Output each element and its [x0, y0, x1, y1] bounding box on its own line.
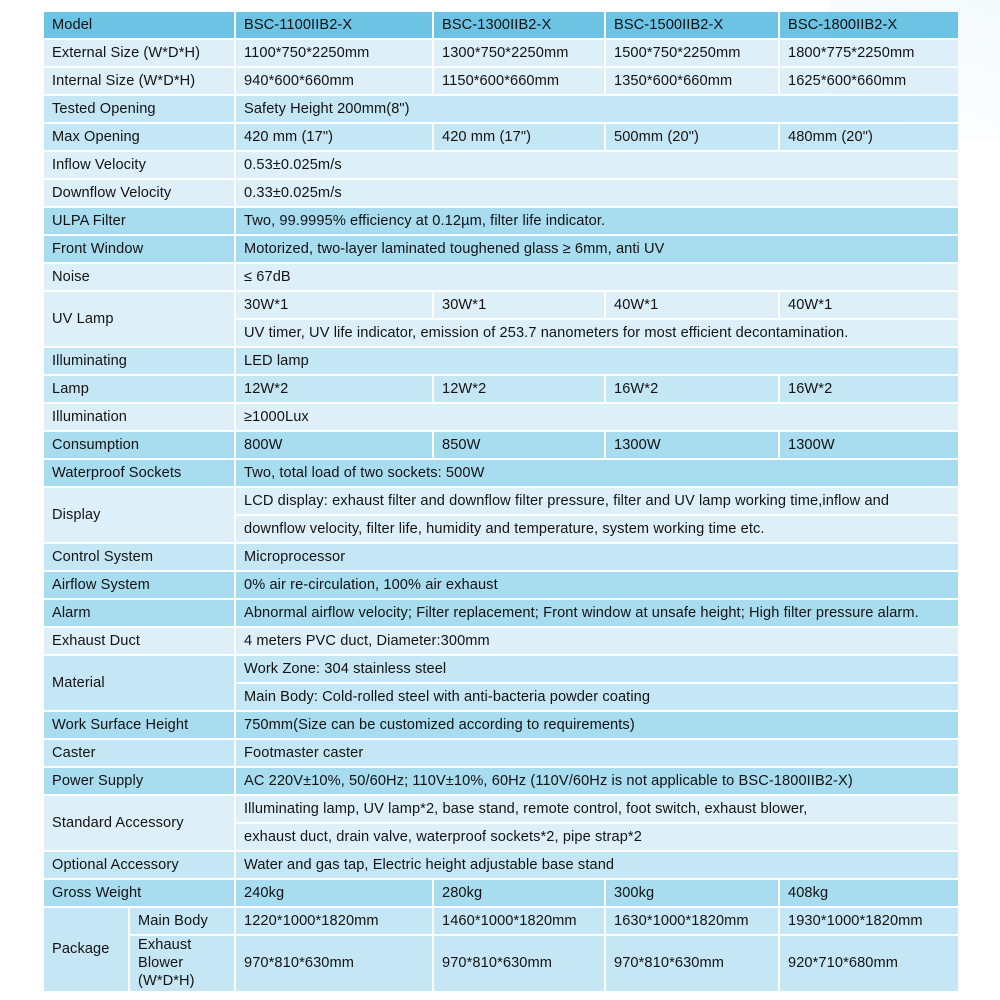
row-label-exhaust-duct: Exhaust Duct — [44, 628, 234, 654]
row-label-lamp: Lamp — [44, 376, 234, 402]
cell-uv-lamp-1100: 30W*1 — [236, 292, 432, 318]
cell-package-exhaust-blower-1800: 920*710*680mm — [780, 936, 958, 991]
cell-gross-weight-1300: 280kg — [434, 880, 604, 906]
row-label-illumination: Illumination — [44, 404, 234, 430]
cell-lamp-1100: 12W*2 — [236, 376, 432, 402]
cell-standard-accessory-line1: Illuminating lamp, UV lamp*2, base stand, remote control, foot switch, exhaust blower, — [236, 796, 958, 822]
table-row-downflow-velocity — [44, 180, 958, 206]
cell-material-line2: Main Body: Cold-rolled steel with anti-bacteria powder coating — [236, 684, 958, 710]
row-label-ulpa-filter: ULPA Filter — [44, 208, 234, 234]
table-row-front-window — [44, 236, 958, 262]
cell-external-size-1500: 1500*750*2250mm — [606, 40, 778, 66]
row-label-optional-accessory: Optional Accessory — [44, 852, 234, 878]
cell-front-window-value: Motorized, two-layer laminated toughened glass ≥ 6mm, anti UV — [236, 236, 958, 262]
row-label-inflow-velocity: Inflow Velocity — [44, 152, 234, 178]
cell-external-size-1100: 1100*750*2250mm — [236, 40, 432, 66]
row-label-package: Package — [44, 908, 128, 991]
cell-illuminating-value: LED lamp — [236, 348, 958, 374]
cell-internal-size-1300: 1150*600*660mm — [434, 68, 604, 94]
cell-noise-value: ≤ 67dB — [236, 264, 958, 290]
cell-max-opening-1800: 480mm (20") — [780, 124, 958, 150]
row-label-power-supply: Power Supply — [44, 768, 234, 794]
specification-sheet — [42, 10, 958, 993]
cell-consumption-1300: 850W — [434, 432, 604, 458]
table-row-gross-weight — [44, 880, 958, 906]
row-label-noise: Noise — [44, 264, 234, 290]
cell-lamp-1800: 16W*2 — [780, 376, 958, 402]
specification-table — [42, 10, 960, 993]
cell-external-size-1800: 1800*775*2250mm — [780, 40, 958, 66]
cell-package-main-body-1100: 1220*1000*1820mm — [236, 908, 432, 934]
row-label-max-opening: Max Opening — [44, 124, 234, 150]
table-row-caster — [44, 740, 958, 766]
row-label-waterproof-sockets: Waterproof Sockets — [44, 460, 234, 486]
row-label-material: Material — [44, 656, 234, 710]
row-label-caster: Caster — [44, 740, 234, 766]
cell-work-surface-height-value: 750mm(Size can be customized according to requirements) — [236, 712, 958, 738]
cell-ulpa-filter-value: Two, 99.9995% efficiency at 0.12µm, filter life indicator. — [236, 208, 958, 234]
cell-model-1800: BSC-1800IIB2-X — [780, 12, 958, 38]
row-label-display: Display — [44, 488, 234, 542]
row-label-work-surface-height: Work Surface Height — [44, 712, 234, 738]
table-row-package-main-body — [44, 908, 958, 934]
cell-internal-size-1100: 940*600*660mm — [236, 68, 432, 94]
cell-standard-accessory-line2: exhaust duct, drain valve, waterproof sockets*2, pipe strap*2 — [236, 824, 958, 850]
row-label-external-size: External Size (W*D*H) — [44, 40, 234, 66]
table-row-max-opening — [44, 124, 958, 150]
row-label-front-window: Front Window — [44, 236, 234, 262]
row-label-illuminating: Illuminating — [44, 348, 234, 374]
row-label-package-main-body: Main Body — [130, 908, 234, 934]
row-label-control-system: Control System — [44, 544, 234, 570]
cell-airflow-system-value: 0% air re-circulation, 100% air exhaust — [236, 572, 958, 598]
cell-downflow-velocity-value: 0.33±0.025m/s — [236, 180, 958, 206]
table-row-tested-opening — [44, 96, 958, 122]
cell-uv-lamp-1800: 40W*1 — [780, 292, 958, 318]
row-label-gross-weight: Gross Weight — [44, 880, 234, 906]
row-label-standard-accessory: Standard Accessory — [44, 796, 234, 850]
table-row-illumination — [44, 404, 958, 430]
row-label-model: Model — [44, 12, 234, 38]
cell-model-1100: BSC-1100IIB2-X — [236, 12, 432, 38]
table-row-external-size — [44, 40, 958, 66]
table-row-waterproof-sockets — [44, 460, 958, 486]
cell-package-exhaust-blower-1100: 970*810*630mm — [236, 936, 432, 991]
cell-package-main-body-1300: 1460*1000*1820mm — [434, 908, 604, 934]
cell-gross-weight-1800: 408kg — [780, 880, 958, 906]
cell-control-system-value: Microprocessor — [236, 544, 958, 570]
cell-uv-lamp-note: UV timer, UV life indicator, emission of 253.7 nanometers for most efficient decontamination. — [236, 320, 958, 346]
cell-consumption-1100: 800W — [236, 432, 432, 458]
cell-gross-weight-1100: 240kg — [236, 880, 432, 906]
cell-material-line1: Work Zone: 304 stainless steel — [236, 656, 958, 682]
cell-internal-size-1500: 1350*600*660mm — [606, 68, 778, 94]
table-row-material-line1 — [44, 656, 958, 682]
cell-max-opening-1300: 420 mm (17") — [434, 124, 604, 150]
table-row-consumption — [44, 432, 958, 458]
cell-consumption-1500: 1300W — [606, 432, 778, 458]
cell-illumination-value: ≥1000Lux — [236, 404, 958, 430]
table-row-exhaust-duct — [44, 628, 958, 654]
row-label-airflow-system: Airflow System — [44, 572, 234, 598]
cell-inflow-velocity-value: 0.53±0.025m/s — [236, 152, 958, 178]
cell-exhaust-duct-value: 4 meters PVC duct, Diameter:300mm — [236, 628, 958, 654]
row-label-internal-size: Internal Size (W*D*H) — [44, 68, 234, 94]
table-row-inflow-velocity — [44, 152, 958, 178]
table-row-uv-lamp-wattage — [44, 292, 958, 318]
cell-external-size-1300: 1300*750*2250mm — [434, 40, 604, 66]
cell-max-opening-1500: 500mm (20") — [606, 124, 778, 150]
cell-lamp-1300: 12W*2 — [434, 376, 604, 402]
cell-optional-accessory-value: Water and gas tap, Electric height adjustable base stand — [236, 852, 958, 878]
cell-display-line1: LCD display: exhaust filter and downflow filter pressure, filter and UV lamp working time,inflow and — [236, 488, 958, 514]
cell-uv-lamp-1300: 30W*1 — [434, 292, 604, 318]
table-row-lamp — [44, 376, 958, 402]
cell-gross-weight-1500: 300kg — [606, 880, 778, 906]
table-row-work-surface-height — [44, 712, 958, 738]
row-label-downflow-velocity: Downflow Velocity — [44, 180, 234, 206]
table-row-optional-accessory — [44, 852, 958, 878]
table-row-model — [44, 12, 958, 38]
cell-package-exhaust-blower-1300: 970*810*630mm — [434, 936, 604, 991]
row-label-consumption: Consumption — [44, 432, 234, 458]
table-row-illuminating — [44, 348, 958, 374]
cell-max-opening-1100: 420 mm (17") — [236, 124, 432, 150]
row-label-tested-opening: Tested Opening — [44, 96, 234, 122]
table-row-airflow-system — [44, 572, 958, 598]
cell-lamp-1500: 16W*2 — [606, 376, 778, 402]
table-row-alarm — [44, 600, 958, 626]
cell-waterproof-sockets-value: Two, total load of two sockets: 500W — [236, 460, 958, 486]
cell-consumption-1800: 1300W — [780, 432, 958, 458]
cell-tested-opening-value: Safety Height 200mm(8") — [236, 96, 958, 122]
table-row-package-exhaust-blower — [44, 936, 958, 991]
cell-display-line2: downflow velocity, filter life, humidity and temperature, system working time etc. — [236, 516, 958, 542]
cell-alarm-value: Abnormal airflow velocity; Filter replacement; Front window at unsafe height; High filter pressure alarm. — [236, 600, 958, 626]
cell-model-1300: BSC-1300IIB2-X — [434, 12, 604, 38]
table-row-ulpa-filter — [44, 208, 958, 234]
table-row-internal-size — [44, 68, 958, 94]
cell-uv-lamp-1500: 40W*1 — [606, 292, 778, 318]
table-row-noise — [44, 264, 958, 290]
table-row-control-system — [44, 544, 958, 570]
table-row-power-supply — [44, 768, 958, 794]
cell-package-main-body-1500: 1630*1000*1820mm — [606, 908, 778, 934]
cell-package-main-body-1800: 1930*1000*1820mm — [780, 908, 958, 934]
cell-power-supply-value: AC 220V±10%, 50/60Hz; 110V±10%, 60Hz (110V/60Hz is not applicable to BSC-1800IIB2-X) — [236, 768, 958, 794]
package-exhaust-blower-label-line1: Exhaust — [138, 937, 192, 953]
package-exhaust-blower-label-line2: Blower (W*D*H) — [138, 955, 195, 990]
cell-internal-size-1800: 1625*600*660mm — [780, 68, 958, 94]
cell-package-exhaust-blower-1500: 970*810*630mm — [606, 936, 778, 991]
table-row-display-line1 — [44, 488, 958, 514]
cell-model-1500: BSC-1500IIB2-X — [606, 12, 778, 38]
row-label-package-exhaust-blower — [130, 936, 234, 991]
table-row-standard-accessory-line1 — [44, 796, 958, 822]
row-label-uv-lamp: UV Lamp — [44, 292, 234, 346]
cell-caster-value: Footmaster caster — [236, 740, 958, 766]
row-label-alarm: Alarm — [44, 600, 234, 626]
